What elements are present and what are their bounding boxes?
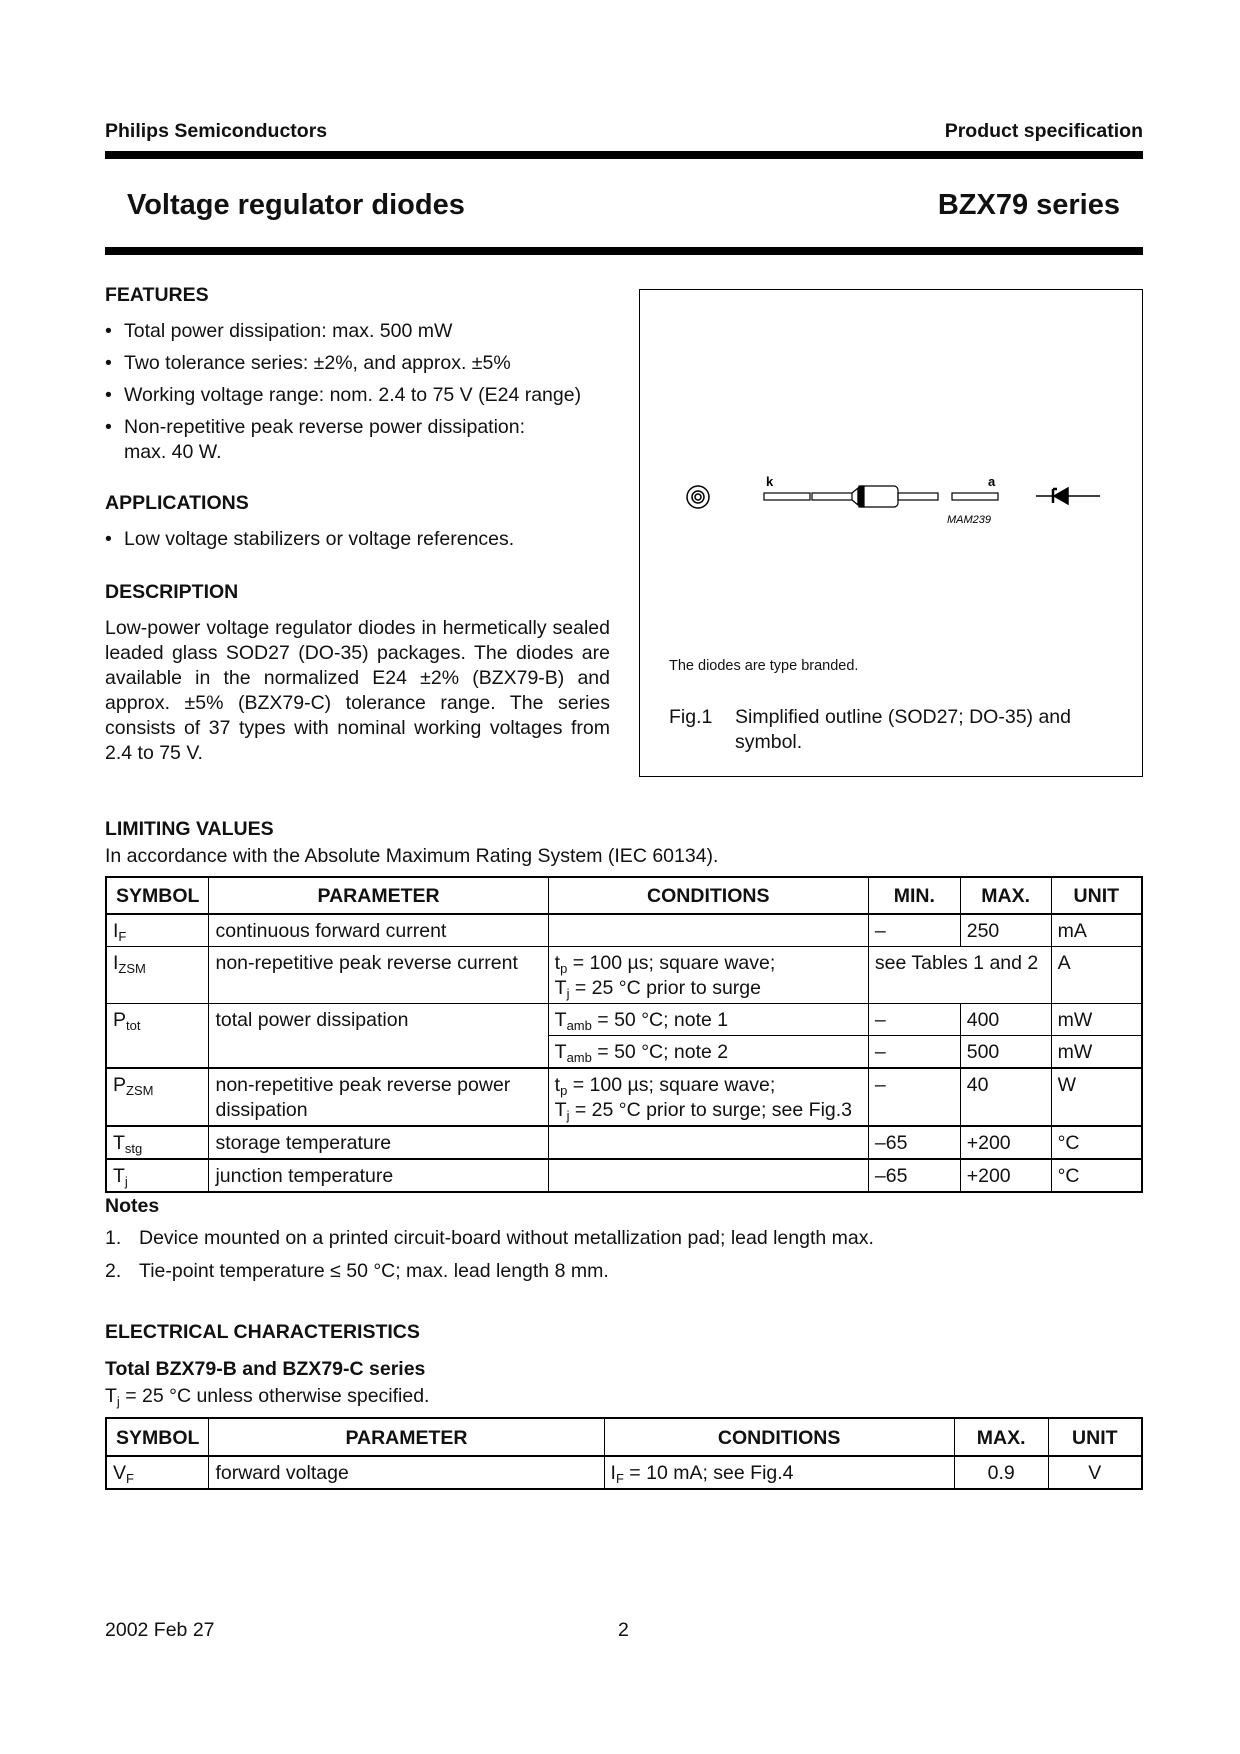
- max-cell: +200: [960, 1159, 1051, 1192]
- table-row: [106, 1159, 1142, 1192]
- max-cell: 0.9: [954, 1456, 1048, 1489]
- title-rule: [105, 247, 1143, 255]
- table-row: [106, 947, 1142, 1004]
- table-row: [106, 1126, 1142, 1159]
- conditions-cell: [548, 914, 868, 947]
- note-number: 1.: [105, 1227, 122, 1249]
- limiting-values-heading: LIMITING VALUES: [105, 818, 274, 840]
- conditions-cell: [548, 1126, 868, 1159]
- note-text: Tie-point temperature ≤ 50 °C; max. lead length 8 mm.: [139, 1260, 609, 1282]
- diode-outline-drawing: [640, 290, 1144, 590]
- min-max-cell: see Tables 1 and 2: [868, 947, 1051, 1004]
- col-header: UNIT: [1051, 877, 1142, 914]
- unit-cell: °C: [1051, 1159, 1142, 1192]
- electrical-table: [105, 1417, 1143, 1490]
- parameter-cell: non-repetitive peak reverse power dissipation: [209, 1068, 548, 1126]
- symbol-cell: $T_j$: [106, 1159, 209, 1192]
- limiting-values-table: [105, 876, 1143, 1193]
- series-title: BZX79 series: [937, 189, 1120, 221]
- left-column: [105, 284, 615, 766]
- min-cell: –65: [868, 1159, 960, 1192]
- symbol-cell: $I_{ZSM}$: [106, 947, 209, 1004]
- max-cell: 400: [960, 1004, 1051, 1036]
- col-header: UNIT: [1048, 1418, 1142, 1456]
- max-cell: 250: [960, 914, 1051, 947]
- conditions-cell: $T_{amb} = 50$ °C; note 2: [548, 1036, 868, 1069]
- figure-number: Fig.1: [669, 706, 713, 728]
- list-item: • Non-repetitive peak reverse power dissipation: max. 40 W.: [105, 415, 545, 465]
- symbol-cell: $T_{stg}$: [106, 1126, 209, 1159]
- electrical-heading: ELECTRICAL CHARACTERISTICS: [105, 1321, 420, 1343]
- table-row: [106, 1004, 1142, 1036]
- table-row: [106, 1456, 1142, 1489]
- unit-cell: mW: [1051, 1004, 1142, 1036]
- col-header: PARAMETER: [209, 877, 548, 914]
- parameter-cell: continuous forward current: [209, 914, 548, 947]
- description-heading: DESCRIPTION: [105, 581, 239, 603]
- min-cell: –: [868, 1068, 960, 1126]
- unit-cell: A: [1051, 947, 1142, 1004]
- header-company: Philips Semiconductors: [105, 120, 328, 142]
- diode-body-icon: [764, 486, 998, 507]
- features-heading: FEATURES: [105, 284, 209, 306]
- notes-heading: Notes: [105, 1195, 160, 1217]
- table-row: [106, 914, 1142, 947]
- unit-cell: mW: [1051, 1036, 1142, 1069]
- parameter-cell: junction temperature: [209, 1159, 548, 1192]
- anode-label: a: [988, 474, 996, 489]
- note-text: Device mounted on a printed circuit-board without metallization pad; lead length max.: [139, 1227, 874, 1249]
- conditions-cell: $t_p = 100$ µs; square wave; $T_j = 25$ °C prior to surge: [548, 947, 868, 1004]
- unit-cell: mA: [1051, 914, 1142, 947]
- table-row: [106, 1068, 1142, 1126]
- page-number: 2: [618, 1619, 629, 1641]
- electrical-subheading: Total BZX79-B and BZX79-C series: [105, 1358, 426, 1380]
- applications-heading: APPLICATIONS: [105, 492, 249, 514]
- description-text: Low-power voltage regulator diodes in hermetically sealed leaded glass SOD27 (DO-35) packages. The diodes are available in the normalized E24 ±2% (BZX79-B) and approx. ±5% (BZX79-C) tolerance range. The series consists of 37 types with nominal working voltages from 2.4 to 75 V.: [105, 617, 610, 764]
- col-header: PARAMETER: [209, 1418, 604, 1456]
- max-cell: +200: [960, 1126, 1051, 1159]
- features-list: [105, 319, 615, 465]
- conditions-cell: [548, 1159, 868, 1192]
- conditions-cell: $I_F = 10$ mA; see Fig.4: [604, 1456, 954, 1489]
- col-header: CONDITIONS: [604, 1418, 954, 1456]
- table-header-row: [106, 1418, 1142, 1456]
- header-doc-type: Product specification: [944, 120, 1143, 142]
- conditions-cell: $t_p = 100$ µs; square wave; $T_j = 25$ °C prior to surge; see Fig.3: [548, 1068, 868, 1126]
- symbol-cell: $P_{tot}$: [106, 1004, 209, 1069]
- list-item: • Total power dissipation: max. 500 mW: [105, 319, 615, 344]
- min-cell: –65: [868, 1126, 960, 1159]
- note-number: 2.: [105, 1260, 122, 1282]
- parameter-cell: non-repetitive peak reverse current: [209, 947, 548, 1004]
- col-header: MAX.: [960, 877, 1051, 914]
- header-rule: [105, 151, 1143, 159]
- zener-diode-symbol-icon: [1036, 488, 1100, 504]
- figure-box: [639, 289, 1143, 777]
- list-item: • Working voltage range: nom. 2.4 to 75 V (E24 range): [105, 383, 615, 408]
- figure-caption: Simplified outline (SOD27; DO-35) and symbol.: [735, 706, 1071, 753]
- unit-cell: °C: [1051, 1126, 1142, 1159]
- table-header-row: [106, 877, 1142, 914]
- col-header: MIN.: [868, 877, 960, 914]
- min-cell: –: [868, 1004, 960, 1036]
- figure-note: The diodes are type branded.: [669, 658, 859, 674]
- page-title: Voltage regulator diodes: [127, 189, 465, 221]
- max-cell: 500: [960, 1036, 1051, 1069]
- col-header: SYMBOL: [106, 1418, 209, 1456]
- conditions-cell: $T_{amb} = 50$ °C; note 1: [548, 1004, 868, 1036]
- col-header: CONDITIONS: [548, 877, 868, 914]
- min-cell: –: [868, 1036, 960, 1069]
- list-item: • Two tolerance series: ±2%, and approx. ±5%: [105, 351, 615, 376]
- parameter-cell: total power dissipation: [209, 1004, 548, 1069]
- max-cell: 40: [960, 1068, 1051, 1126]
- col-header: SYMBOL: [106, 877, 209, 914]
- parameter-cell: forward voltage: [209, 1456, 604, 1489]
- min-cell: –: [868, 914, 960, 947]
- unit-cell: W: [1051, 1068, 1142, 1126]
- list-item: • Low voltage stabilizers or voltage references.: [105, 527, 615, 552]
- electrical-conditions: $T_j = 25$ °C unless otherwise specified.: [105, 1385, 430, 1409]
- end-view-icon: [687, 486, 709, 508]
- drawing-code: MAM239: [947, 514, 992, 526]
- symbol-cell: $I_F$: [106, 914, 209, 947]
- parameter-cell: storage temperature: [209, 1126, 548, 1159]
- unit-cell: V: [1048, 1456, 1142, 1489]
- footer-date: 2002 Feb 27: [105, 1619, 215, 1641]
- symbol-cell: $P_{ZSM}$: [106, 1068, 209, 1126]
- symbol-cell: $V_F$: [106, 1456, 209, 1489]
- col-header: MAX.: [954, 1418, 1048, 1456]
- cathode-label: k: [766, 474, 774, 489]
- limiting-values-subtitle: In accordance with the Absolute Maximum Rating System (IEC 60134).: [105, 845, 719, 867]
